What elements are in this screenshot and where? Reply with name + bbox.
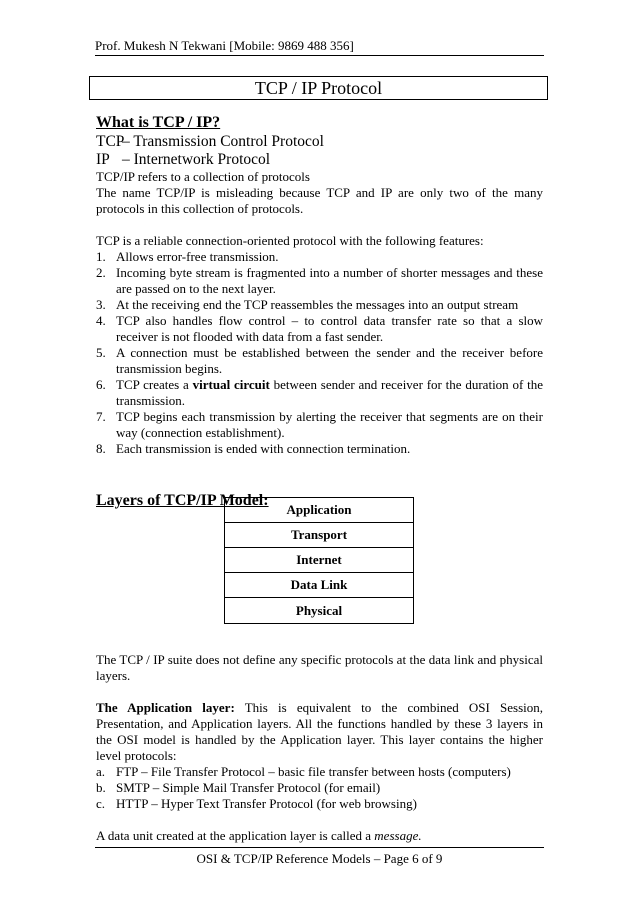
paragraph: TCP is a reliable connection-oriented protocol with the following features:	[96, 233, 484, 248]
list-item	[96, 441, 543, 457]
virtual-circuit-term: virtual circuit	[192, 377, 270, 392]
main-content	[96, 113, 543, 511]
list-text: Each transmission is ended with connection termination.	[116, 441, 411, 456]
list-text	[116, 377, 543, 409]
definition-ip	[96, 151, 543, 169]
list-number: 6.	[96, 377, 106, 392]
application-layer-paragraph	[96, 700, 543, 764]
definition-value: – Internetwork Protocol	[122, 151, 271, 168]
page-header: Prof. Mukesh N Tekwani [Mobile: 9869 488 356]	[95, 38, 354, 53]
list-letter: b.	[96, 780, 106, 795]
list-number: 7.	[96, 409, 106, 424]
list-text: TCP also handles flow control – to control data transfer rate so that a slow receiver is not flooded with data from a fast sender.	[116, 313, 543, 344]
definition-key: IP	[96, 151, 110, 168]
layer-application: Application	[225, 498, 413, 523]
list-text-part: between sender and receiver for the duration of the transmission.	[116, 377, 543, 408]
layers-diagram	[224, 497, 414, 624]
list-number: 5.	[96, 345, 106, 360]
list-item	[96, 377, 543, 409]
application-layer-term: The Application layer:	[96, 700, 235, 715]
list-item	[96, 313, 543, 345]
list-letter: a.	[96, 764, 106, 779]
layer-internet: Internet	[225, 548, 413, 573]
layer-transport: Transport	[225, 523, 413, 548]
feature-list	[96, 249, 543, 457]
list-text: At the receiving end the TCP reassembles the messages into an output stream	[116, 297, 519, 312]
list-item	[96, 796, 543, 812]
layer-physical: Physical	[295, 602, 343, 618]
list-number: 2.	[96, 265, 106, 280]
list-item	[96, 297, 543, 313]
paragraph: The name TCP/IP is misleading because TCP and IP are only two of the many protocols in this collection of protocols.	[96, 185, 543, 216]
paragraph: The TCP / IP suite does not define any specific protocols at the data link and physical layers.	[96, 652, 543, 683]
list-text: A connection must be established between the sender and the receiver before transmission begins.	[116, 345, 543, 376]
page-footer: OSI & TCP/IP Reference Models – Page 6 of 9	[196, 851, 443, 866]
list-text: Allows error-free transmission.	[116, 249, 279, 264]
definition-key: TCP	[96, 133, 125, 150]
list-text: SMTP – Simple Mail Transfer Protocol (for email)	[116, 780, 381, 795]
list-text: Incoming byte stream is fragmented into a number of shorter messages and these are passed on to the next layer.	[116, 265, 543, 296]
paragraph-text: A data unit created at the application layer is called a	[96, 828, 375, 843]
section-heading-layers: Layers of TCP/IP Model:	[96, 492, 269, 509]
header-rule	[95, 55, 544, 56]
application-layer-text: This is equivalent to the combined OSI Session, Presentation, and Application layers. All the functions handled by these 3 layers in the OSI model is handled by the Application layer. This layer contains the higher level protocols:	[96, 700, 543, 763]
list-text: HTTP – Hyper Text Transfer Protocol (for web browsing)	[116, 796, 417, 811]
footer-rule	[95, 847, 544, 848]
list-text: TCP begins each transmission by alerting the receiver that segments are on their way (connection establishment).	[116, 409, 543, 440]
section-heading-what-is-tcpip: What is TCP / IP?	[96, 114, 221, 131]
list-item	[96, 764, 543, 780]
list-number: 1.	[96, 249, 106, 264]
paragraph	[96, 828, 543, 844]
paragraph: TCP/IP refers to a collection of protocols	[96, 169, 310, 184]
list-item	[96, 780, 543, 796]
list-letter: c.	[96, 796, 106, 811]
list-text-part: TCP creates a	[116, 377, 193, 392]
definition-value: – Transmission Control Protocol	[122, 133, 324, 150]
page-title: TCP / IP Protocol	[89, 76, 548, 100]
definition-tcp	[96, 133, 543, 151]
list-number: 8.	[96, 441, 106, 456]
list-number: 4.	[96, 313, 106, 328]
list-item	[96, 409, 543, 441]
message-term: message.	[374, 828, 422, 843]
protocol-list	[96, 764, 543, 812]
lower-content	[96, 652, 543, 844]
list-item	[96, 345, 543, 377]
layer-data-link: Data Link	[225, 573, 413, 598]
list-item	[96, 249, 543, 265]
list-text: FTP – File Transfer Protocol – basic file transfer between hosts (computers)	[116, 764, 511, 779]
list-number: 3.	[96, 297, 106, 312]
list-item	[96, 265, 543, 297]
